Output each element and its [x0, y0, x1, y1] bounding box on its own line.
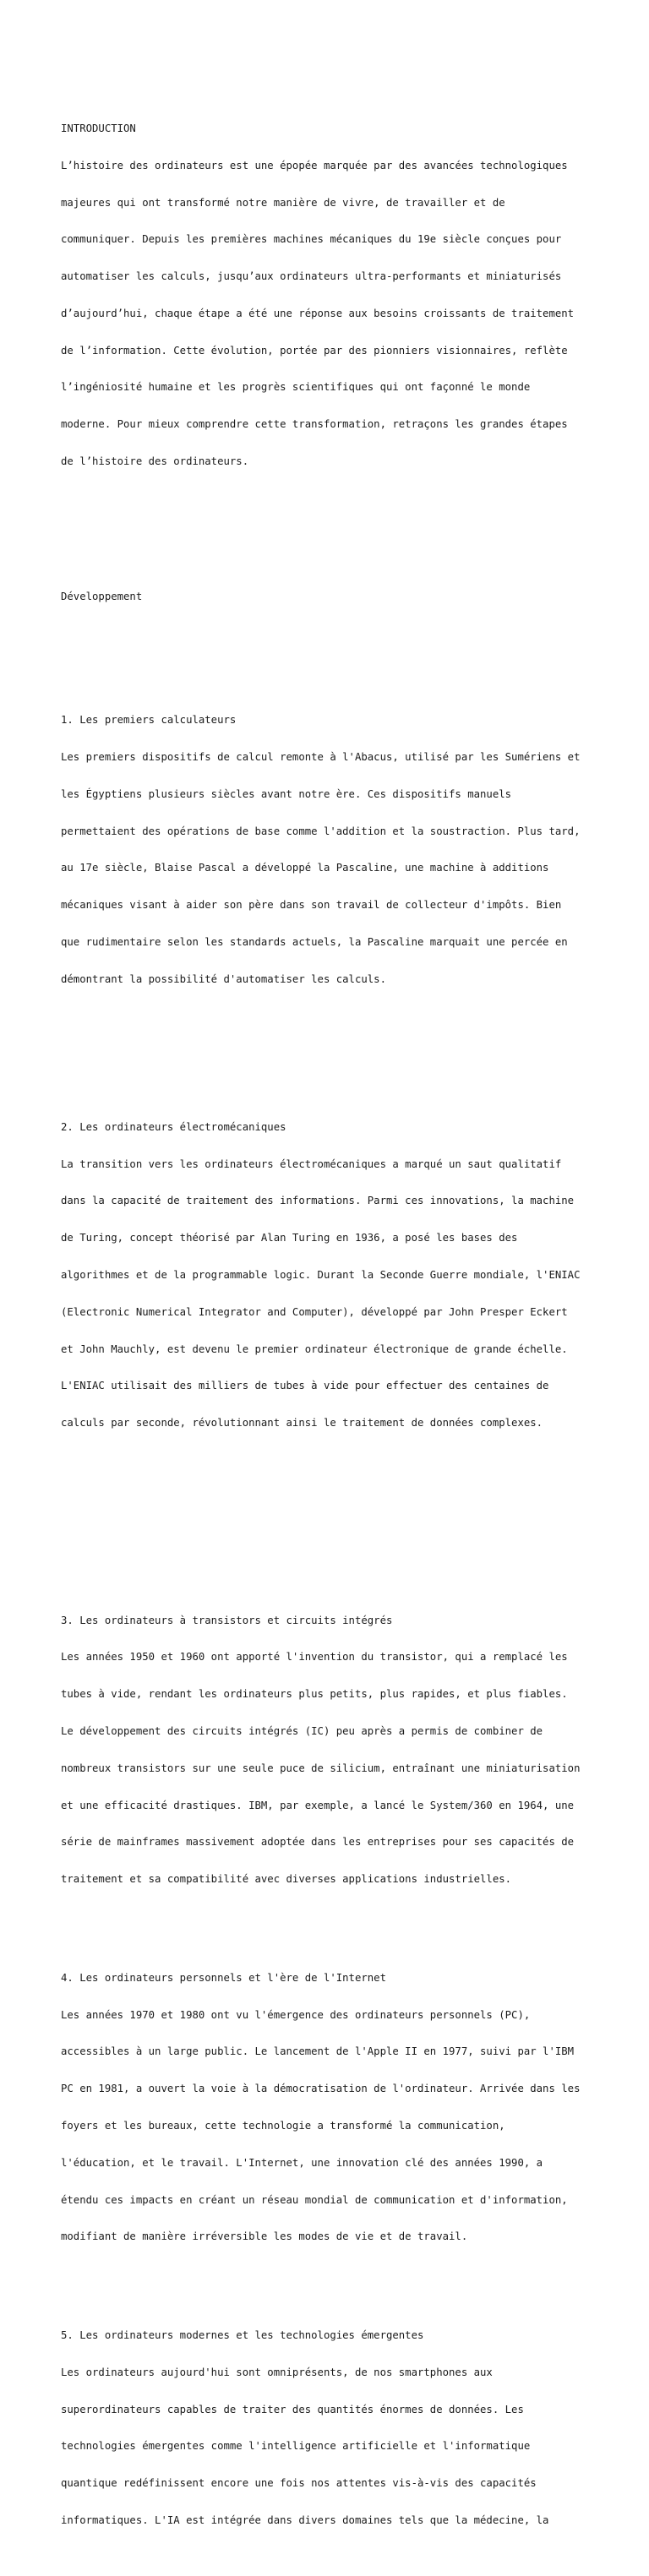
section-line: traitement et sa compatibilité avec diverses applications industrielles.: [61, 1873, 512, 1886]
section-line: algorithmes et de la programmable logic. Durant la Seconde Guerre mondiale, l'ENIAC: [61, 1269, 581, 1281]
intro-line: L’histoire des ordinateurs est une épopée marquée par des avancées technologiques: [61, 159, 568, 172]
section-line: et John Mauchly, est devenu le premier ordinateur électronique de grande échelle.: [61, 1342, 568, 1355]
intro-heading: INTRODUCTION: [61, 122, 136, 134]
section-line: dans la capacité de traitement des informations. Parmi ces innovations, la machine: [61, 1195, 575, 1207]
section-line: (Electronic Numerical Integrator and Computer), développé par John Presper Eckert: [61, 1305, 568, 1318]
section-line: Les ordinateurs aujourd'hui sont omniprésents, de nos smartphones aux: [61, 2366, 493, 2378]
spacer: [61, 530, 615, 554]
section-line: de Turing, concept théorisé par Alan Turing en 1936, a posé les bases des: [61, 1232, 518, 1244]
intro-line: majeures qui ont transformé notre manière de vivre, de travailler et de: [61, 196, 505, 209]
section-line: et une efficacité drastiques. IBM, par exemple, a lancé le System/360 en 1964, une: [61, 1799, 575, 1811]
section-line: l'éducation, et le travail. L'Internet, une innovation clé des années 1990, a: [61, 2156, 543, 2169]
section-heading: 5. Les ordinateurs modernes et les technologies émergentes: [61, 2329, 424, 2342]
section-line: les Égyptiens plusieurs siècles avant notre ère. Ces dispositifs manuels: [61, 787, 512, 800]
section-line: étendu ces impacts en créant un réseau mondial de communication et d'information,: [61, 2193, 568, 2206]
intro-line: de l’information. Cette évolution, portée par des pionniers visionnaires, reflète: [61, 344, 568, 357]
section-line: tubes à vide, rendant les ordinateurs plus petits, plus rapides, et plus fiables.: [61, 1688, 568, 1701]
intro-line: de l’histoire des ordinateurs.: [61, 455, 249, 467]
section-line: quantique redéfinissent encore une fois nos attentes vis-à-vis des capacités: [61, 2477, 537, 2490]
section-line: foyers et les bureaux, cette technologie a transformé la communication,: [61, 2120, 505, 2132]
intro-line: automatiser les calculs, jusqu’aux ordinateurs ultra-performants et miniaturisés: [61, 270, 562, 283]
intro-block: [61, 98, 615, 493]
development-heading: Développement: [61, 591, 143, 603]
section-line: calculs par seconde, révolutionnant ainsi le traitement de données complexes.: [61, 1417, 543, 1430]
section-line: mécaniques visant à aider son père dans son travail de collecteur d'impôts. Bien: [61, 899, 562, 912]
intro-line: d’aujourd’hui, chaque étape a été une réponse aux besoins croissants de traitement: [61, 307, 575, 319]
section-line: modifiant de manière irréversible les modes de vie et de travail.: [61, 2230, 468, 2243]
intro-line: moderne. Pour mieux comprendre cette transformation, retraçons les grandes étapes: [61, 418, 568, 431]
section-2: [61, 1097, 615, 1454]
section-1: [61, 689, 615, 1010]
section-heading: 3. Les ordinateurs à transistors et circuits intégrés: [61, 1614, 393, 1626]
section-5: [61, 2305, 615, 2551]
section-line: démontrant la possibilité d'automatiser les calculs.: [61, 972, 386, 985]
section-line: Les premiers dispositifs de calcul remonte à l'Abacus, utilisé par les Sumériens et: [61, 751, 581, 764]
section-line: permettaient des opérations de base comme l'addition et la soustraction. Plus tard,: [61, 825, 581, 837]
section-heading: 4. Les ordinateurs personnels et l'ère de l'Internet: [61, 1971, 386, 1984]
section-4: [61, 1947, 615, 2268]
section-line: série de mainframes massivement adoptée dans les entreprises pour ses capacités de: [61, 1836, 575, 1849]
section-line: au 17e siècle, Blaise Pascal a développé la Pascaline, une machine à additions: [61, 862, 549, 874]
section-heading: 2. Les ordinateurs électromécaniques: [61, 1120, 286, 1133]
spacer: [61, 1047, 615, 1059]
section-line: Les années 1950 et 1960 ont apporté l'invention du transistor, qui a remplacé les: [61, 1651, 568, 1664]
section-line: que rudimentaire selon les standards actuels, la Pascaline marquait une percée en: [61, 935, 568, 948]
section-line: accessibles à un large public. Le lancement de l'Apple II en 1977, suivi par l'IBM: [61, 2045, 575, 2058]
spacer: [61, 1491, 615, 1553]
section-line: informatiques. L'IA est intégrée dans divers domaines tels que la médecine, la: [61, 2514, 549, 2526]
section-line: nombreux transistors sur une seule puce de silicium, entraînant une miniaturisation: [61, 1762, 581, 1774]
section-line: Le développement des circuits intégrés (IC) peu après a permis de combiner de: [61, 1725, 543, 1737]
section-line: superordinateurs capables de traiter des quantités énormes de données. Les: [61, 2403, 524, 2415]
section-line: L'ENIAC utilisait des milliers de tubes à vide pour effectuer des centaines de: [61, 1380, 549, 1392]
section-line: Les années 1970 et 1980 ont vu l'émergence des ordinateurs personnels (PC),: [61, 2008, 531, 2021]
section-heading: 1. Les premiers calculateurs: [61, 714, 237, 727]
spacer: [61, 640, 615, 653]
intro-line: l’ingéniosité humaine et les progrès scientifiques qui ont façonné le monde: [61, 381, 531, 394]
section-line: technologies émergentes comme l'intelligence artificielle et l'informatique: [61, 2440, 531, 2453]
section-line: La transition vers les ordinateurs électromécaniques a marqué un saut qualitatif: [61, 1157, 562, 1170]
section-3: [61, 1589, 615, 1909]
intro-line: communiquer. Depuis les premières machines mécaniques du 19e siècle conçues pour: [61, 233, 562, 246]
section-line: PC en 1981, a ouvert la voie à la démocratisation de l'ordinateur. Arrivée dans les: [61, 2083, 581, 2095]
